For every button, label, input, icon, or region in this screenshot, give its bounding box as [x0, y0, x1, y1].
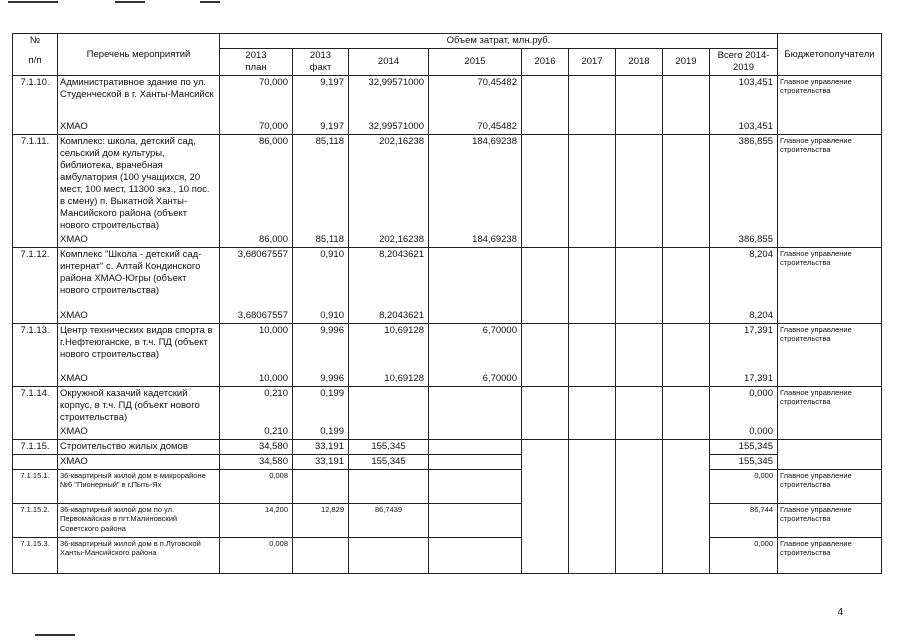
cell-2014: [349, 386, 429, 425]
table-row: [13, 537, 882, 573]
cell-2013-fact: 85,118: [293, 134, 349, 233]
row-name: ХМАО: [58, 425, 220, 440]
table-row: [13, 439, 882, 454]
row-number: 7.1.15.: [13, 439, 58, 454]
col-2015: 2015: [429, 49, 522, 76]
cell-2015: 6,70000: [429, 372, 522, 387]
cell-2013-fact: 0,910: [293, 247, 349, 309]
row-number: 7.1.11.: [13, 134, 58, 247]
cell-recipient: Главное управление строительства: [778, 537, 882, 573]
table-row: [13, 503, 882, 537]
table-subrow: [13, 372, 882, 387]
row-number: 7.1.12.: [13, 247, 58, 324]
row-number: 7.1.10.: [13, 76, 58, 135]
cell-total: 103,451: [710, 120, 778, 135]
col-2019: 2019: [663, 49, 710, 76]
row-name: ХМАО: [58, 233, 220, 248]
cell-2013-fact: 33,191: [293, 439, 349, 454]
cell-total: 103,451: [710, 76, 778, 120]
cell-2013-plan: 0,008: [220, 537, 293, 573]
cell-recipient: Главное управление строительства: [778, 247, 882, 324]
cell-total: 0,000: [710, 469, 778, 503]
cell-2013-plan: 3,68067557: [220, 309, 293, 324]
cell-2013-plan: 70,000: [220, 76, 293, 120]
row-name: Окружной казачий кадетский корпус, в т.ч. ПД (объект нового строительства): [58, 386, 220, 425]
cell-2013-plan: 10,000: [220, 324, 293, 372]
cell-2014: 202,16238: [349, 134, 429, 233]
table-row: [13, 469, 882, 503]
row-name: Комплекс "Школа - детский сад-интернат" с. Алтай Кондинского района ХМАО-Югры (объект нового строительства): [58, 247, 220, 309]
row-name: ХМАО: [58, 309, 220, 324]
cell-2015: [429, 386, 522, 425]
budget-table: [12, 33, 882, 574]
cell-2013-fact: 9,197: [293, 120, 349, 135]
cell-recipient: Главное управление строительства: [778, 503, 882, 537]
page-number: 4: [837, 607, 843, 618]
cell-2015: 70,45482: [429, 120, 522, 135]
cell-2014: 32,99571000: [349, 120, 429, 135]
cell-2013-plan: 86,000: [220, 134, 293, 233]
row-number: 7.1.15.2.: [13, 503, 58, 537]
table-subrow: [13, 425, 882, 440]
row-name: Комплекс: школа, детский сад, сельский дом культуры, библиотека, врачебная амбулатория (100 учащихся, 20 мест, 100 мест, 11300 экз., 10 пос. в смену) п. Выкатной Ханты-Мансийского района (объект нового строительства): [58, 134, 220, 233]
cell-total: 8,204: [710, 247, 778, 309]
cell-2013-fact: 9,996: [293, 324, 349, 372]
row-name: 36-квартирный жилой дом в микрорайоне №6 "Пионерный" в г.Пыть-Ях: [58, 469, 220, 503]
cell-total: 8,204: [710, 309, 778, 324]
cell-total: 0,000: [710, 386, 778, 425]
col-volume: Объем затрат, млн.руб.: [220, 34, 778, 49]
cell-2013-fact: 33,191: [293, 454, 349, 469]
cell-total: 17,391: [710, 324, 778, 372]
cell-2014: 86,7439: [349, 503, 429, 537]
cell-total: 86,744: [710, 503, 778, 537]
cell-2013-plan: 34,580: [220, 454, 293, 469]
cell-2013-fact: 12,829: [293, 503, 349, 537]
cell-total: 17,391: [710, 372, 778, 387]
table-subrow: [13, 454, 882, 469]
cell-total: 386,855: [710, 233, 778, 248]
bottom-scan-line: [35, 634, 75, 636]
cell-2014: 8,2043621: [349, 309, 429, 324]
col-list: Перечень мероприятий: [58, 34, 220, 76]
table-row: [13, 324, 882, 372]
cell-2013-fact: 0,910: [293, 309, 349, 324]
cell-total: 386,855: [710, 134, 778, 233]
cell-2013-plan: 86,000: [220, 233, 293, 248]
col-2013-plan: 2013 план: [220, 49, 293, 76]
table-row: [13, 386, 882, 425]
cell-2013-fact: 9,197: [293, 76, 349, 120]
cell-2013-fact: [293, 537, 349, 573]
cell-2013-fact: [293, 469, 349, 503]
table-subrow: [13, 120, 882, 135]
cell-2015: [429, 439, 522, 454]
table-row: [13, 134, 882, 233]
cell-total: 0,000: [710, 537, 778, 573]
table-subrow: [13, 309, 882, 324]
table-row: [13, 76, 882, 120]
cell-2014: [349, 469, 429, 503]
cell-2013-plan: 34,580: [220, 439, 293, 454]
row-name: ХМАО: [58, 120, 220, 135]
col-2016: 2016: [522, 49, 569, 76]
cell-recipient: [778, 439, 882, 469]
cell-2015: 70,45482: [429, 76, 522, 120]
cell-2014: 10,69128: [349, 372, 429, 387]
cell-total: 0,000: [710, 425, 778, 440]
cell-2015: [429, 247, 522, 309]
row-number: 7.1.13.: [13, 324, 58, 387]
cell-2013-plan: 0,210: [220, 425, 293, 440]
table-row: [13, 247, 882, 309]
cell-2013-fact: 0,199: [293, 386, 349, 425]
row-name: Центр технических видов спорта в г.Нефтеюганске, в т.ч. ПД (объект нового строительства): [58, 324, 220, 372]
cell-2013-fact: 0,199: [293, 425, 349, 440]
col-2013-fact: 2013 факт: [293, 49, 349, 76]
row-name: ХМАО: [58, 372, 220, 387]
cell-2015: [429, 425, 522, 440]
row-number: 7.1.15.1.: [13, 469, 58, 503]
cell-2015: 184,69238: [429, 134, 522, 233]
cell-2013-plan: 0,210: [220, 386, 293, 425]
col-recipient: Бюджетополучатели: [778, 34, 882, 76]
cell-2013-plan: 10,000: [220, 372, 293, 387]
cell-total: 155,345: [710, 439, 778, 454]
col-2017: 2017: [569, 49, 616, 76]
row-number: 7.1.14.: [13, 386, 58, 439]
cell-recipient: Главное управление строительства: [778, 386, 882, 439]
cell-2014: [349, 425, 429, 440]
cell-recipient: Главное управление строительства: [778, 76, 882, 135]
cell-2015: [429, 309, 522, 324]
cell-recipient: Главное управление строительства: [778, 134, 882, 247]
cell-2014: 8,2043621: [349, 247, 429, 309]
no-label: №: [29, 35, 41, 46]
row-name: ХМАО: [58, 454, 220, 469]
row-name: Административное здание по ул. Студенческой в г. Ханты-Мансийск: [58, 76, 220, 120]
pp-label: п/п: [28, 55, 42, 66]
cell-recipient: Главное управление строительства: [778, 324, 882, 387]
cell-2015: [429, 454, 522, 469]
cell-2015: 6,70000: [429, 324, 522, 372]
row-name: 36-квартирный жилой дом в п.Луговской Ханты-Мансийского района: [58, 537, 220, 573]
col-2014: 2014: [349, 49, 429, 76]
cell-2013-plan: 0,008: [220, 469, 293, 503]
col-no: [13, 34, 58, 76]
cell-2013-plan: 70,000: [220, 120, 293, 135]
row-number: 7.1.15.3.: [13, 537, 58, 573]
cell-total: 155,345: [710, 454, 778, 469]
cell-2014: [349, 537, 429, 573]
cell-2014: 32,99571000: [349, 76, 429, 120]
cell-recipient: Главное управление строительства: [778, 469, 882, 503]
cell-2014: 155,345: [349, 454, 429, 469]
cell-2013-fact: 85,118: [293, 233, 349, 248]
cell-2014: 10,69128: [349, 324, 429, 372]
row-name: 36-квартирный жилой дом по ул. Первомайская в пгт.Малиновский Советского района: [58, 503, 220, 537]
col-total: Всего 2014-2019: [710, 49, 778, 76]
table-subrow: [13, 233, 882, 248]
cell-2013-plan: 3,68067557: [220, 247, 293, 309]
cell-2015: 184,69238: [429, 233, 522, 248]
cell-2013-fact: 9,996: [293, 372, 349, 387]
cell-2014: 155,345: [349, 439, 429, 454]
cell-2014: 202,16238: [349, 233, 429, 248]
cell-2013-plan: 14,200: [220, 503, 293, 537]
top-scan-line: [0, 0, 905, 4]
col-2018: 2018: [616, 49, 663, 76]
row-name: Строительство жилых домов: [58, 439, 220, 454]
